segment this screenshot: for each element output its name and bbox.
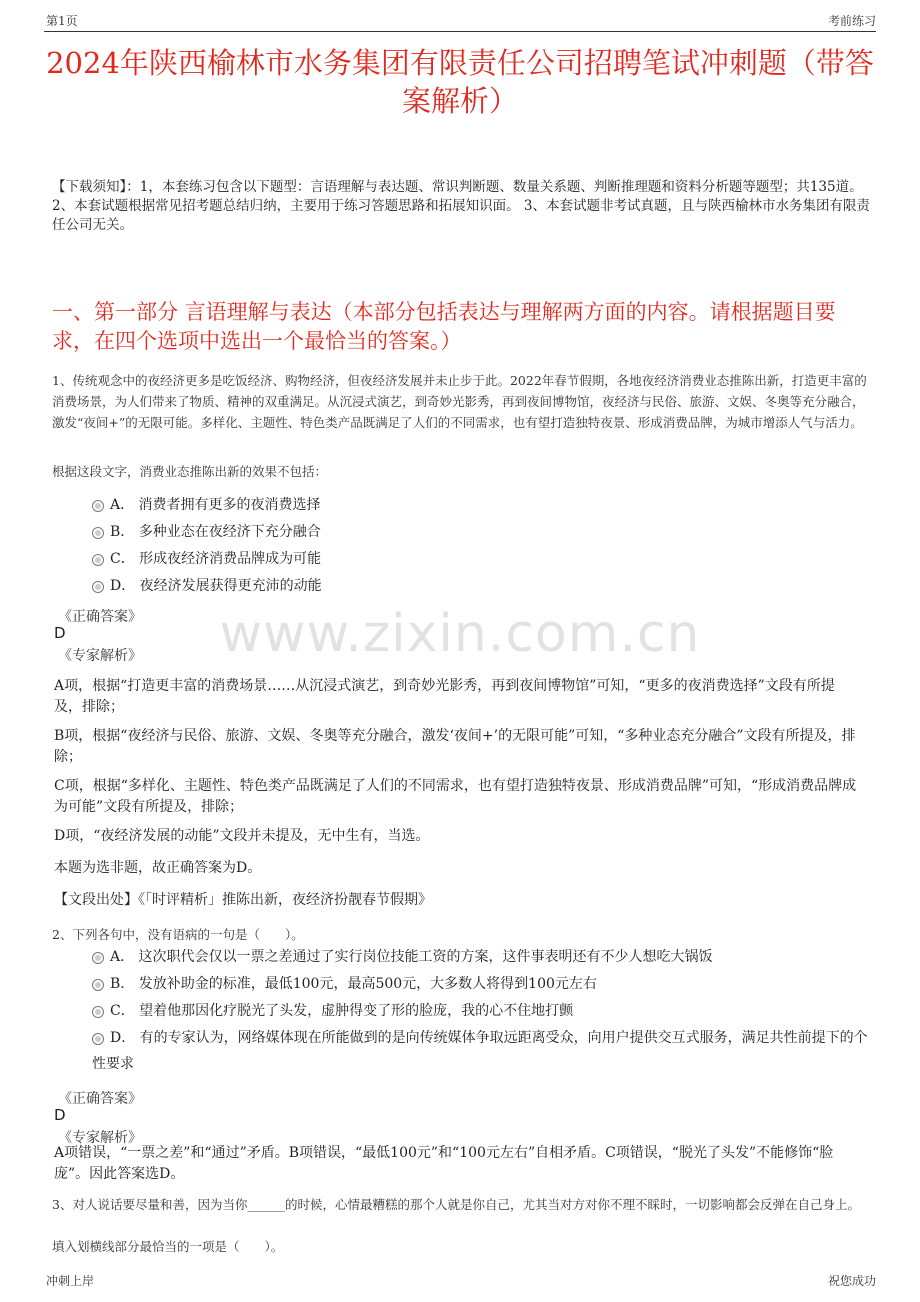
q1-analysis-d: D项，“夜经济发展的动能”文段并未提及，无中生有，当选。 [54,828,430,844]
q2-option-a-label: A． 这次职代会仅以一票之差通过了实行岗位技能工资的方案，这件事表明还有不少人想吃大锅饭 [110,949,713,965]
q2-option-d-label: D． 有的专家认为，网络媒体现在所能做到的是向传统媒体争取远距离受众，向用户提供交互式服务，满足共性前提下的个性要求 [92,1030,868,1072]
q1-option-a-label: A． 消费者拥有更多的夜消费选择 [110,497,321,513]
header-divider [44,31,876,32]
section-heading: 一、第一部分 言语理解与表达（本部分包括表达与理解两方面的内容。请根据题目要求，在四个选项中选出一个最恰当的答案。） [52,300,836,353]
q2-option-c-label: C． 望着他那因化疗脱光了头发，虚肿得变了形的脸庞，我的心不住地打颤 [110,1003,574,1019]
q1-option-b-label: B． 多种业态在夜经济下充分融合 [110,524,321,540]
q3-stem: 3、对人说话要尽量和善，因为当你______的时候，心情最糟糕的那个人就是你自己，尤其当对方对你不理不睬时，一切影响都会反弹在自己身上。 [52,1197,860,1212]
q1-analysis-label: 《专家解析》 [58,648,142,664]
radio-icon[interactable] [92,581,104,593]
q1-option-c[interactable] [92,546,872,572]
footer-right: 祝您成功 [827,1274,876,1288]
q1-option-b[interactable] [92,519,872,545]
q2-analysis: A项错误，“一票之差”和“通过”矛盾。B项错误，“最低100元”和“100元左右”自相矛盾。C项错误，“脱光了头发”不能修饰“脸庞”。因此答案选D。 [54,1145,834,1182]
q2-option-c[interactable] [92,998,872,1024]
q2-option-b[interactable] [92,971,872,997]
page-number: 第1页 [46,14,78,28]
q1-option-d[interactable] [92,573,872,599]
q2-answer-label: 《正确答案》 [58,1091,142,1107]
q1-analysis-a: A项，根据“打造更丰富的消费场景……从沉浸式演艺，到奇妙光影秀，再到夜间博物馆”可知，“更多的夜消费选择”文段有所提及，排除； [54,678,835,715]
watermark: www.zixin.com.cn [219,604,701,664]
q1-question: 根据这段文字，消费业态推陈出新的效果不包括： [52,464,328,479]
q1-source: 【文段出处】《「时评精析」推陈出新，夜经济扮靓春节假期》 [54,892,432,908]
q2-analysis-label: 《专家解析》 [58,1130,142,1146]
q1-option-a[interactable] [92,492,872,518]
page-header [46,12,876,30]
q1-option-d-label: D． 夜经济发展获得更充沛的动能 [110,578,322,594]
radio-icon[interactable] [92,527,104,539]
q1-conclusion: 本题为选非题，故正确答案为D。 [54,860,262,876]
q2-answer: D [54,1106,66,1124]
radio-icon[interactable] [92,979,104,991]
radio-icon[interactable] [92,500,104,512]
q1-analysis-b: B项，根据“夜经济与民俗、旅游、文娱、冬奥等充分融合，激发‘夜间+’的无限可能”可知，“多种业态充分融合”文段有所提及，排除； [54,728,856,765]
q3-question: 填入划横线部分最恰当的一项是（ ）。 [52,1239,284,1254]
q2-stem: 2、下列各句中，没有语病的一句是（ ）。 [52,927,304,942]
radio-icon[interactable] [92,1006,104,1018]
footer-left: 冲刺上岸 [46,1274,95,1288]
q1-option-c-label: C． 形成夜经济消费品牌成为可能 [110,551,322,567]
q1-analysis-c: C项，根据“多样化、主题性、特色类产品既满足了人们的不同需求，也有望打造独特夜景、形成消费品牌”可知，“形成消费品牌成为可能”文段有所提及，排除； [54,778,857,815]
radio-icon[interactable] [92,554,104,566]
download-notice: 【下载须知】：1，本套练习包含以下题型：言语理解与表达题、常识判断题、数量关系题、判断推理题和资料分析题等题型；共135道。 2、本套试题根据常见招考题总结归纳，主要用于练习答题思路和拓展知识面。 3、本套试题非考试真题，且与陕西榆林市水务集团有限责任公司无关。 [52,179,870,233]
header-label: 考前练习 [827,14,876,28]
q2-option-b-label: B． 发放补助金的标准，最低100元，最高500元，大多数人将得到100元左右 [110,976,597,992]
q2-option-a[interactable] [92,944,872,970]
radio-icon[interactable] [92,1033,104,1045]
q1-answer: D [54,624,66,642]
radio-icon[interactable] [92,952,104,964]
q1-stem: 1、传统观念中的夜经济更多是吃饭经济、购物经济，但夜经济发展并未止步于此。2022年春节假期，各地夜经济消费业态推陈出新，打造更丰富的消费场景，为人们带来了物质、精神的双重满足。从沉浸式演艺，到奇妙光影秀，再到夜间博物馆，夜经济与民俗、旅游、文娱、冬奥等充分融合，激发“夜间+”的无限可能。多样化、主题性、特色类产品既满足了人们的不同需求，也有望打造独特夜景、形成消费品牌，为城市增添人气与活力。 [52,373,867,430]
q2-option-d[interactable] [92,1025,872,1077]
q1-answer-label: 《正确答案》 [58,609,142,625]
document-title: 2024年陕西榆林市水务集团有限责任公司招聘笔试冲刺题（带答案解析） [46,46,874,118]
